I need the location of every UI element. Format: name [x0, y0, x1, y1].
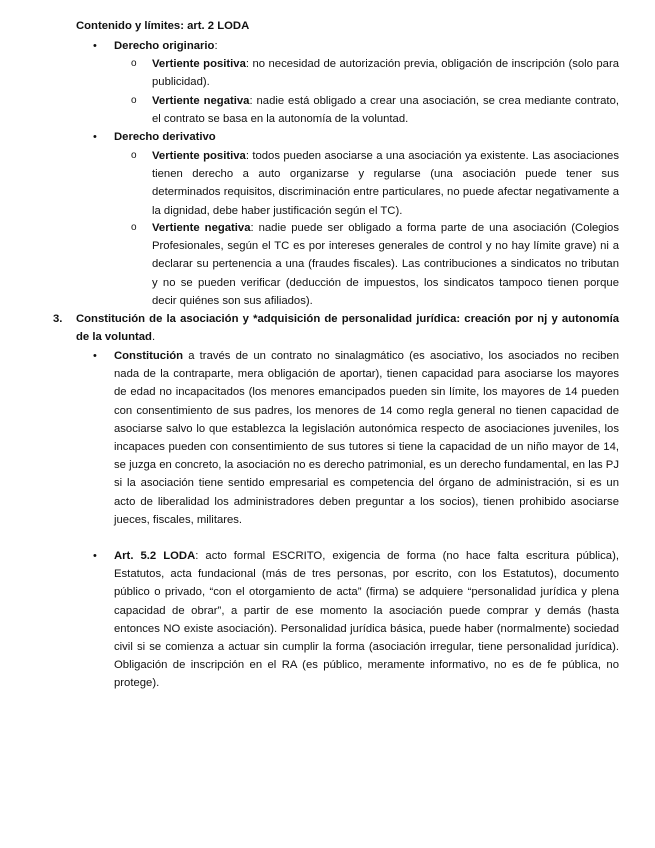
sub-item-text: : nadie puede ser obligado a forma parte de una asociación (Colegios Profesionales, según el TC es por intereses generales de control y no hay límite grave) ni a declarar su pertenencia a una (fraudes fiscales). Las contribuciones a sindicatos no tributan y no se pueden verificar (deducción de impuestos, los sindicatos tampoco tienen porque decir quiénes son sus afiliados). [152, 222, 619, 307]
list-item-derecho-originario [93, 37, 619, 55]
sub-item [131, 55, 619, 91]
item-label: Art. 5.2 LODA [114, 550, 196, 562]
item-title: Derecho originario [114, 40, 215, 52]
sub-bullet-icon: o [131, 150, 137, 161]
sub-item-label: Vertiente negativa [152, 222, 251, 234]
section-title: Constitución de la asociación y *adquisición de personalidad jurídica: creación por nj y autonomía de la voluntad [76, 313, 619, 344]
section-3-heading [53, 310, 619, 346]
sub-bullet-icon: o [131, 95, 137, 106]
sub-item [131, 219, 619, 310]
bullet-icon: • [93, 350, 97, 362]
sub-item-label: Vertiente positiva [152, 58, 246, 70]
item-title: Derecho derivativo [114, 131, 216, 143]
section-number: 3. [53, 313, 63, 325]
section-title-end: . [151, 331, 156, 344]
item-label: Constitución [114, 350, 184, 362]
bullet-icon: • [93, 40, 97, 52]
sub-item-label: Vertiente positiva [152, 150, 246, 162]
sub-bullet-icon: o [131, 58, 137, 69]
bullet-icon: • [93, 550, 97, 562]
sub-item-text: : todos pueden asociarse a una asociación ya existente. Las asociaciones tienen derecho a auto organizarse y regularse (una asociación puede tener sus determinados requisitos, discriminación entre particulares, no puede afectar negativamente a la dignidad, debe haber justificación según el TC). [152, 150, 619, 217]
sub-item [131, 147, 619, 220]
sub-item [131, 92, 619, 128]
item-text: : acto formal ESCRITO, exigencia de forma (no hace falta escritura pública), Estatutos, acta fundacional (más de tres personas, por escrito, con los Estatutos), documento público o privado, “con el otorgamiento de acta” (firma) se adquiere “personalidad jurídica y plena capacidad de obrar”, a partir de ese momento la asociación puede comprar y demás (hasta entonces NO existe asociación). Personalidad jurídica básica, puede haber (normalmente) sociedad civil si se comienza a actuar sin cumplir la forma (asociación irregular, tiene personalidad jurídica). Obligación de inscripción en el RA (es público, meramente informativo, no es de fe pública, no protege). [114, 550, 619, 690]
item-text: a través de un contrato no sinalagmático (es asociativo, los asociados no reciben nada de la contraparte, mera obligación de aportar), tienen capacidad para asociarse los mayores de edad no incapacitados (los menores emancipados pueden sin límite, los mayores de 14 pueden con consentimiento de sus padres, los menores de 14 como regla general no tienen capacidad de asociarse salvo lo que establezca la legislación autonómica respecto de asociaciones juveniles, los incapaces pueden con consentimiento de sus tutores si tiene la capacidad de un niño mayor de 14, se juzga en concreto, la asociación no es derecho patrimonial, es un derecho fundamental, en las PJ si la asociación tiene sentido empresarial es competencia del órgano de administración, si es un acto de liberalidad los administradores deben preguntar a los socios), tienen prohibido asociarse jueces, fiscales, militares. [114, 350, 619, 526]
sub-item-label: Vertiente negativa [152, 95, 250, 107]
list-item-derecho-derivativo [93, 128, 619, 146]
sub-item-text: : nadie está obligado a crear una asociación, se crea mediante contrato, el contrato se basa en la autonomía de la voluntad. [152, 95, 619, 126]
sub-item-text: : no necesidad de autorización previa, obligación de inscripción (solo para publicidad). [152, 58, 619, 89]
section-heading: Contenido y límites: art. 2 LODA [76, 20, 250, 32]
item-suffix: : [214, 40, 218, 52]
sub-bullet-icon: o [131, 222, 137, 233]
list-item-art-5-2-loda [93, 547, 619, 693]
list-item-constitucion [93, 347, 619, 529]
bullet-icon: • [93, 131, 97, 143]
